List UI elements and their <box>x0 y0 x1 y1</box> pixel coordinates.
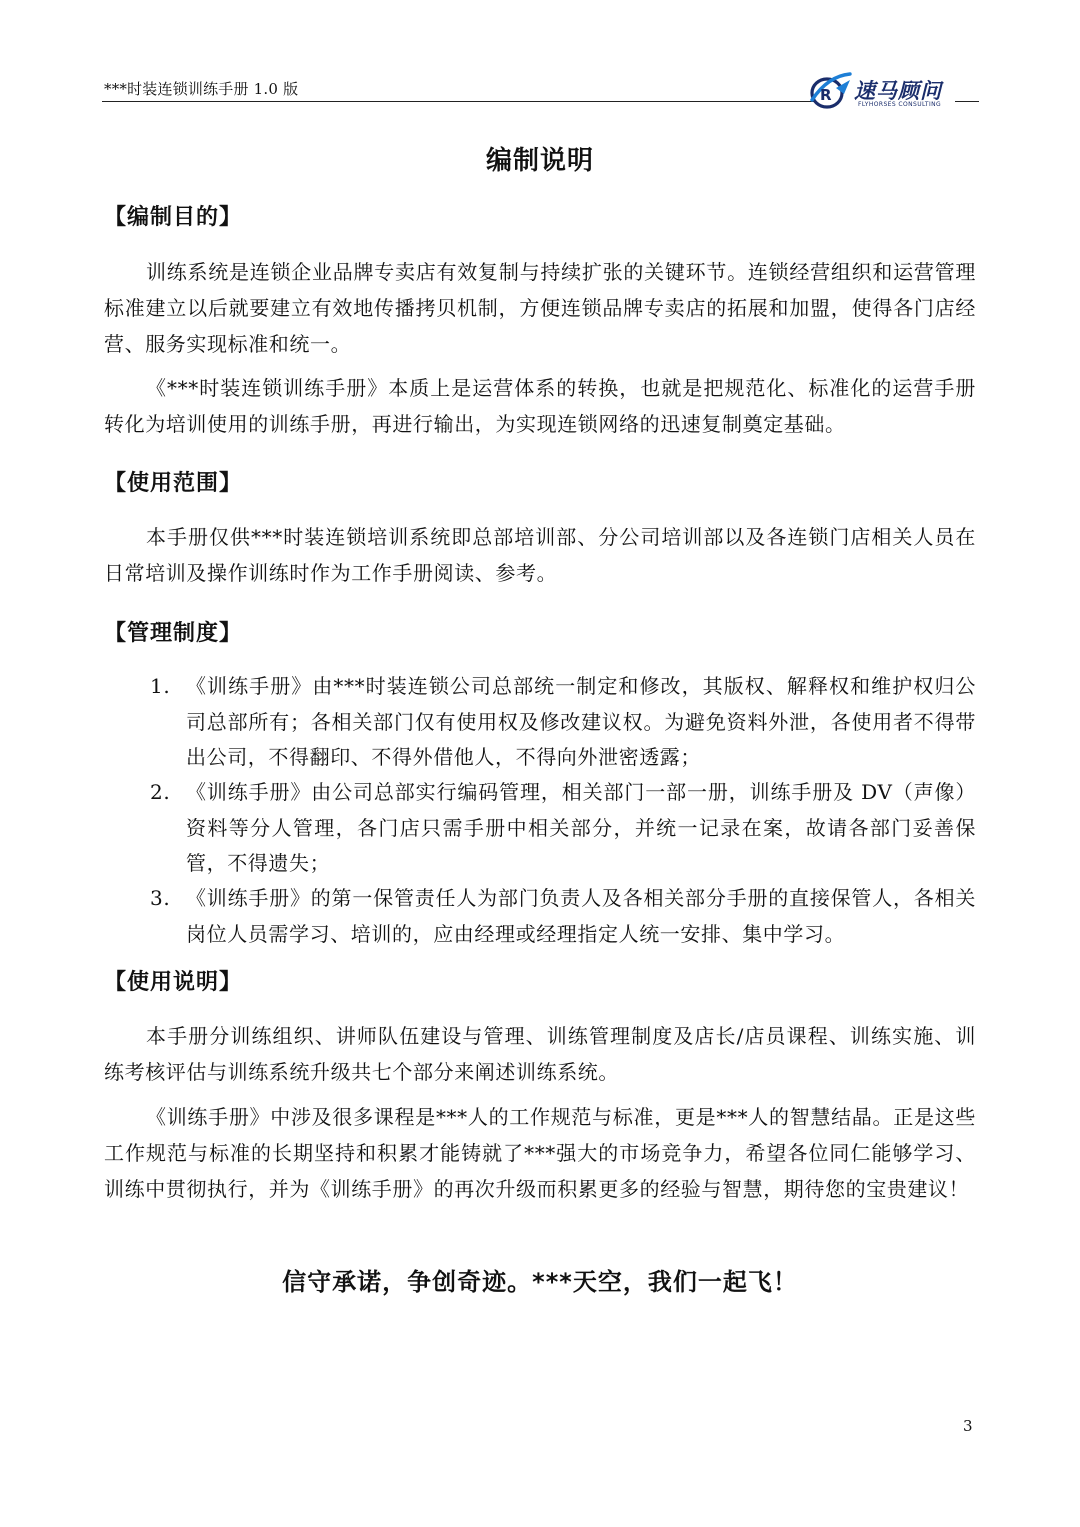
logo-subtitle: FLYHORSES CONSULTING <box>858 101 942 108</box>
logo-mark-text: R <box>820 86 832 104</box>
section-heading-usage: 【使用说明】 <box>104 970 243 995</box>
scope-paragraph: 本手册仅供***时装连锁培训系统即总部培训部、分公司培训部以及各连锁门店相关人员在日常培训及操作训练时作为工作手册阅读、参考。 <box>104 525 976 585</box>
list-item-number: 2. <box>150 780 171 804</box>
header-rule <box>102 101 816 102</box>
page-number: 3 <box>963 1417 973 1435</box>
usage-paragraph-1: 本手册分训练组织、讲师队伍建设与管理、训练管理制度及店长/店员课程、训练实施、训练考核评估与训练系统升级共七个部分来阐述训练系统。 <box>104 1024 976 1084</box>
company-logo <box>806 70 978 112</box>
list-item-text: 《训练手册》的第一保管责任人为部门负责人及各相关部分手册的直接保管人，各相关岗位人员需学习、培训的，应由经理或经理指定人统一安排、集中学习。 <box>186 886 976 946</box>
list-item-text: 《训练手册》由公司总部实行编码管理，相关部门一部一册，训练手册及 DV（声像）资料等分人管理，各门店只需手册中相关部分，并统一记录在案，故请各部门妥善保管，不得遗失； <box>186 780 976 875</box>
header-document-title: ***时装连锁训练手册 1.0 版 <box>104 80 299 98</box>
section-heading-purpose: 【编制目的】 <box>104 205 243 230</box>
logo-name: 速马顾问 <box>854 79 942 103</box>
list-item <box>150 881 976 952</box>
section-heading-management: 【管理制度】 <box>104 621 243 646</box>
list-item-text: 《训练手册》由***时装连锁公司总部统一制定和修改，其版权、解释权和维护权归公司总部所有；各相关部门仅有使用权及修改建议权。为避免资料外泄，各使用者不得带出公司，不得翻印、不得外借他人，不得向外泄密透露； <box>186 674 976 769</box>
purpose-paragraph-1: 训练系统是连锁企业品牌专卖店有效复制与持续扩张的关键环节。连锁经营组织和运营管理标准建立以后就要建立有效地传播拷贝机制，方便连锁品牌专卖店的拓展和加盟，使得各门店经营、服务实现标准和统一。 <box>104 260 976 356</box>
list-item <box>150 669 976 776</box>
list-item-number: 1. <box>150 674 171 698</box>
section-heading-scope: 【使用范围】 <box>104 471 243 496</box>
logo-mark-icon <box>806 70 852 112</box>
purpose-paragraph-2: 《***时装连锁训练手册》本质上是运营体系的转换，也就是把规范化、标准化的运营手册转化为培训使用的训练手册，再进行输出，为实现连锁网络的迅速复制奠定基础。 <box>104 376 976 436</box>
usage-paragraph-2: 《训练手册》中涉及很多课程是***人的工作规范与标准，更是***人的智慧结晶。正是这些工作规范与标准的长期坚持和积累才能铸就了***强大的市场竞争力，希望各位同仁能够学习、训练中贯彻执行，并为《训练手册》的再次升级而积累更多的经验与智慧，期待您的宝贵建议！ <box>104 1105 976 1201</box>
page-title: 编制说明 <box>485 146 594 176</box>
slogan: 信守承诺，争创奇迹。***天空，我们一起飞！ <box>282 1268 798 1296</box>
list-item <box>150 775 976 882</box>
list-item-number: 3. <box>150 886 171 910</box>
